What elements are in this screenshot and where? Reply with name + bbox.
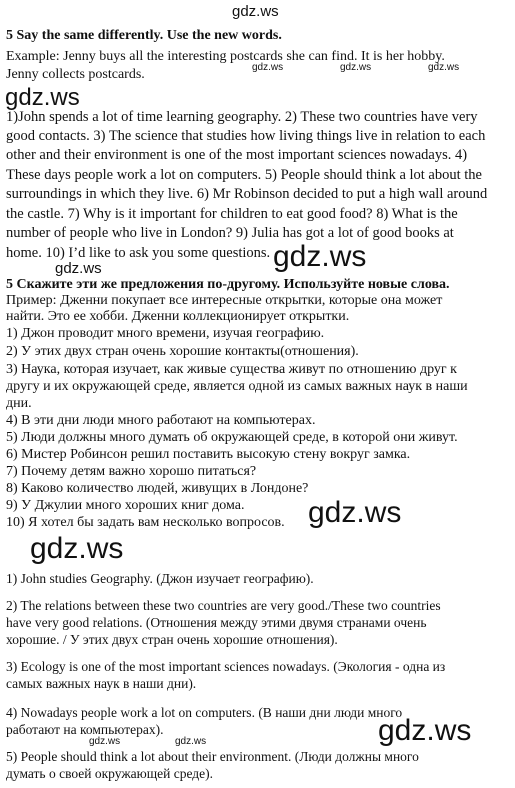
exercise-title-ru: 5 Скажите эти же предложения по-другому. Используйте новые слова. bbox=[6, 277, 450, 292]
answer-line: 1) John studies Geography. (Джон изучает географию). bbox=[6, 571, 314, 586]
watermark: gdz.ws bbox=[252, 62, 284, 73]
list-item: 1) Джон проводит много времени, изучая географию. bbox=[6, 326, 325, 341]
list-item: 9) У Джулии много хороших книг дома. bbox=[6, 498, 245, 513]
watermark: gdz.ws bbox=[55, 260, 102, 277]
list-item: 8) Каково количество людей, живущих в Лондоне? bbox=[6, 481, 309, 496]
exercise-title-en: 5 Say the same differently. Use the new words. bbox=[6, 28, 282, 43]
sentence-line: These days people work a lot on computers. 5) People should think a lot about the bbox=[6, 167, 482, 183]
example-line: Example: Jenny buys all the interesting postcards she can find. It is her hobby. bbox=[6, 49, 445, 64]
watermark: gdz.ws bbox=[428, 62, 460, 73]
watermark: gdz.ws bbox=[340, 62, 372, 73]
answer-line: работают на компьютерах). bbox=[6, 722, 164, 737]
watermark: gdz.ws bbox=[30, 532, 124, 565]
answer-line: 5) People should think a lot about their environment. (Люди должны много bbox=[6, 749, 419, 764]
answer-line: 2) The relations between these two countries are very good./These two countries bbox=[6, 598, 441, 613]
example-line: найти. Это ее хобби. Дженни коллекционирует открытки. bbox=[6, 309, 350, 324]
watermark: gdz.ws bbox=[175, 736, 207, 747]
watermark: gdz.ws bbox=[89, 736, 121, 747]
list-item: 4) В эти дни люди много работают на компьютерах. bbox=[6, 413, 316, 428]
watermark: gdz.ws bbox=[308, 496, 402, 529]
watermark: gdz.ws bbox=[5, 84, 80, 111]
list-item: дни. bbox=[6, 396, 32, 411]
answer-line: 4) Nowadays people work a lot on computers. (В наши дни люди много bbox=[6, 705, 403, 720]
example-line: Jenny collects postcards. bbox=[6, 67, 145, 82]
sentence-line: good contacts. 3) The science that studies how living things live in relation to each bbox=[6, 128, 486, 144]
list-item: 3) Наука, которая изучает, как живые существа живут по отношению друг к bbox=[6, 362, 457, 377]
sentence-line: other and their environment is one of the most important sciences nowadays. 4) bbox=[6, 147, 468, 163]
answer-line: 3) Ecology is one of the most important sciences nowadays. (Экология - одна из bbox=[6, 659, 446, 674]
example-line: Пример: Дженни покупает все интересные открытки, которые она может bbox=[6, 293, 443, 308]
list-item: 6) Мистер Робинсон решил поставить высокую стену вокруг замка. bbox=[6, 447, 411, 462]
answer-line: have very good relations. (Отношения между этими двумя странами очень bbox=[6, 615, 427, 630]
watermark: gdz.ws bbox=[273, 240, 367, 273]
answer-line: самых важных наук в наши дни). bbox=[6, 676, 197, 691]
sentence-line: 1)John spends a lot of time learning geography. 2) These two countries have very bbox=[6, 109, 478, 125]
sentence-line: the castle. 7) Why is it important for children to eat good food? 8) What is the bbox=[6, 206, 458, 222]
watermark: gdz.ws bbox=[378, 714, 472, 747]
list-item: другу и их окружающей среде, является одной из самых важных наук в наши bbox=[6, 379, 468, 394]
list-item: 7) Почему детям важно хорошо питаться? bbox=[6, 464, 257, 479]
watermark: gdz.ws bbox=[232, 3, 279, 20]
answer-line: думать о своей окружающей среде). bbox=[6, 766, 214, 781]
list-item: 10) Я хотел бы задать вам несколько вопросов. bbox=[6, 515, 285, 530]
sentence-line: surroundings in which they live. 6) Mr Robinson decided to put a high wall around bbox=[6, 186, 488, 202]
answer-line: хорошие. / У этих двух стран очень хорошие отношения). bbox=[6, 632, 338, 647]
list-item: 5) Люди должны много думать об окружающей среде, в которой они живут. bbox=[6, 430, 458, 445]
sentence-line: home. 10) I’d like to ask you some questions. bbox=[6, 245, 271, 261]
sentence-line: number of people who live in London? 9) Julia has got a lot of good books at bbox=[6, 225, 454, 241]
list-item: 2) У этих двух стран очень хорошие контакты(отношения). bbox=[6, 344, 359, 359]
